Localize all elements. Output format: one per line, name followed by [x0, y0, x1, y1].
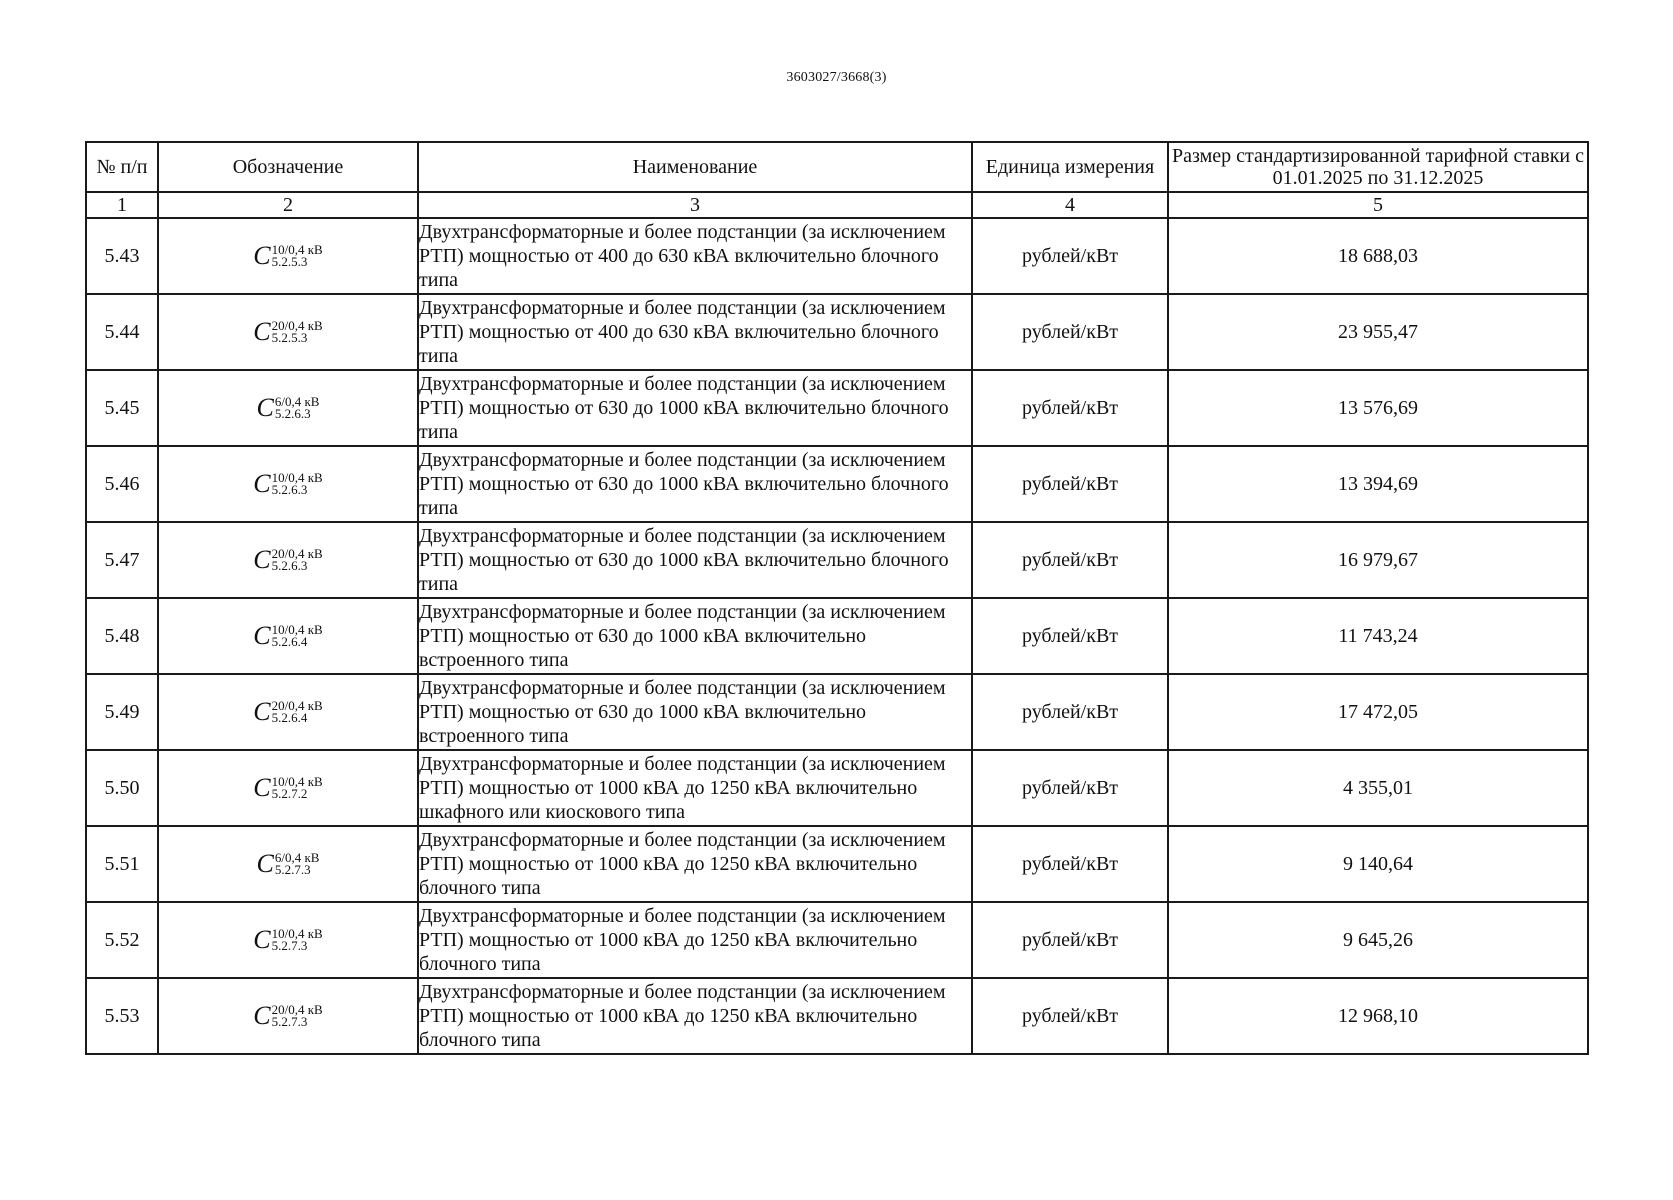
symbol-subscript: 5.2.7.2	[271, 786, 308, 801]
symbol-subscript: 5.2.6.3	[271, 558, 308, 573]
unit-cell: рублей/кВт	[972, 294, 1168, 370]
tariff-symbol	[253, 621, 322, 651]
designation-cell	[158, 598, 418, 674]
item-name: Двухтрансформаторные и более подстанции (за исключением РТП) мощностью от 400 до 630 кВА включительно блочного типа	[418, 218, 972, 294]
column-number: 4	[972, 192, 1168, 218]
symbol-letter: C	[253, 1001, 271, 1030]
header-unit: Единица измерения	[972, 142, 1168, 192]
unit-cell: рублей/кВт	[972, 978, 1168, 1054]
table-row	[86, 902, 1588, 978]
tariff-symbol	[257, 849, 320, 879]
unit-cell: рублей/кВт	[972, 902, 1168, 978]
row-number: 5.51	[86, 826, 158, 902]
rate-value: 12 968,10	[1168, 978, 1588, 1054]
row-number: 5.46	[86, 446, 158, 522]
row-number: 5.44	[86, 294, 158, 370]
column-number: 5	[1168, 192, 1588, 218]
table-row	[86, 218, 1588, 294]
unit-cell: рублей/кВт	[972, 446, 1168, 522]
symbol-letter: C	[253, 773, 271, 802]
symbol-subscript: 5.2.7.3	[271, 938, 308, 953]
symbol-subscript: 5.2.6.4	[271, 634, 308, 649]
tariff-symbol	[253, 925, 322, 955]
designation-cell	[158, 674, 418, 750]
column-number-row	[86, 192, 1588, 218]
symbol-subscript: 5.2.7.3	[271, 1014, 308, 1029]
tariff-table	[85, 141, 1589, 1055]
item-name: Двухтрансформаторные и более подстанции (за исключением РТП) мощностью от 1000 кВА до 1250 кВА включительно блочного типа	[418, 826, 972, 902]
table-row	[86, 446, 1588, 522]
table-row	[86, 826, 1588, 902]
item-name: Двухтрансформаторные и более подстанции (за исключением РТП) мощностью от 630 до 1000 кВА включительно блочного типа	[418, 522, 972, 598]
table-row	[86, 674, 1588, 750]
table-body	[86, 218, 1588, 1054]
symbol-letter: C	[253, 241, 271, 270]
item-name: Двухтрансформаторные и более подстанции (за исключением РТП) мощностью от 630 до 1000 кВА включительно встроенного типа	[418, 674, 972, 750]
unit-cell: рублей/кВт	[972, 598, 1168, 674]
symbol-superscript: 10/0,4 кВ	[271, 774, 323, 789]
designation-cell	[158, 522, 418, 598]
item-name: Двухтрансформаторные и более подстанции (за исключением РТП) мощностью от 630 до 1000 кВА включительно встроенного типа	[418, 598, 972, 674]
designation-cell	[158, 826, 418, 902]
symbol-letter: C	[253, 317, 271, 346]
column-number: 2	[158, 192, 418, 218]
symbol-letter: C	[253, 621, 271, 650]
designation-cell	[158, 902, 418, 978]
symbol-subscript: 5.2.6.3	[271, 482, 308, 497]
unit-cell: рублей/кВт	[972, 522, 1168, 598]
tariff-symbol	[253, 697, 322, 727]
table-row	[86, 294, 1588, 370]
header-designation: Обозначение	[158, 142, 418, 192]
symbol-letter: C	[253, 697, 271, 726]
rate-value: 13 576,69	[1168, 370, 1588, 446]
row-number: 5.49	[86, 674, 158, 750]
unit-cell: рублей/кВт	[972, 750, 1168, 826]
tariff-symbol	[257, 393, 320, 423]
symbol-subscript: 5.2.6.4	[271, 710, 308, 725]
column-number: 1	[86, 192, 158, 218]
symbol-superscript: 20/0,4 кВ	[271, 318, 323, 333]
rate-value: 13 394,69	[1168, 446, 1588, 522]
designation-cell	[158, 218, 418, 294]
symbol-superscript: 20/0,4 кВ	[271, 1002, 323, 1017]
unit-cell: рублей/кВт	[972, 370, 1168, 446]
row-number: 5.53	[86, 978, 158, 1054]
tariff-symbol	[253, 1001, 322, 1031]
symbol-letter: C	[256, 393, 274, 422]
rate-value: 4 355,01	[1168, 750, 1588, 826]
tariff-symbol	[253, 317, 322, 347]
designation-cell	[158, 294, 418, 370]
rate-value: 9 645,26	[1168, 902, 1588, 978]
symbol-superscript: 6/0,4 кВ	[274, 850, 320, 865]
symbol-superscript: 10/0,4 кВ	[271, 926, 323, 941]
table-row	[86, 598, 1588, 674]
item-name: Двухтрансформаторные и более подстанции (за исключением РТП) мощностью от 1000 кВА до 1250 кВА включительно блочного типа	[418, 978, 972, 1054]
row-number: 5.43	[86, 218, 158, 294]
symbol-subscript: 5.2.5.3	[271, 254, 308, 269]
table-row	[86, 522, 1588, 598]
symbol-letter: C	[256, 849, 274, 878]
item-name: Двухтрансформаторные и более подстанции (за исключением РТП) мощностью от 630 до 1000 кВА включительно блочного типа	[418, 446, 972, 522]
symbol-letter: C	[253, 545, 271, 574]
item-name: Двухтрансформаторные и более подстанции (за исключением РТП) мощностью от 1000 кВА до 1250 кВА включительно шкафного или киоскового типа	[418, 750, 972, 826]
item-name: Двухтрансформаторные и более подстанции (за исключением РТП) мощностью от 1000 кВА до 1250 кВА включительно блочного типа	[418, 902, 972, 978]
symbol-superscript: 10/0,4 кВ	[271, 622, 323, 637]
symbol-superscript: 20/0,4 кВ	[271, 698, 323, 713]
row-number: 5.48	[86, 598, 158, 674]
table-row	[86, 370, 1588, 446]
symbol-letter: C	[253, 925, 271, 954]
symbol-subscript: 5.2.7.3	[274, 862, 311, 877]
table-header-row	[86, 142, 1588, 192]
unit-cell: рублей/кВт	[972, 674, 1168, 750]
table-row	[86, 750, 1588, 826]
row-number: 5.47	[86, 522, 158, 598]
designation-cell	[158, 446, 418, 522]
tariff-symbol	[253, 469, 322, 499]
symbol-subscript: 5.2.5.3	[271, 330, 308, 345]
header-rate: Размер стандартизированной тарифной ставки с 01.01.2025 по 31.12.2025	[1168, 142, 1588, 192]
symbol-superscript: 10/0,4 кВ	[271, 470, 323, 485]
table-row	[86, 978, 1588, 1054]
rate-value: 11 743,24	[1168, 598, 1588, 674]
rate-value: 16 979,67	[1168, 522, 1588, 598]
row-number: 5.50	[86, 750, 158, 826]
row-number: 5.45	[86, 370, 158, 446]
tariff-symbol	[253, 773, 322, 803]
symbol-letter: C	[253, 469, 271, 498]
unit-cell: рублей/кВт	[972, 218, 1168, 294]
tariff-symbol	[253, 241, 322, 271]
symbol-superscript: 6/0,4 кВ	[274, 394, 320, 409]
column-number: 3	[418, 192, 972, 218]
rate-value: 17 472,05	[1168, 674, 1588, 750]
header-row-number: № п/п	[86, 142, 158, 192]
symbol-superscript: 10/0,4 кВ	[271, 242, 323, 257]
unit-cell: рублей/кВт	[972, 826, 1168, 902]
symbol-subscript: 5.2.6.3	[274, 406, 311, 421]
tariff-symbol	[253, 545, 322, 575]
designation-cell	[158, 978, 418, 1054]
document-number: 3603027/3668(3)	[786, 70, 887, 85]
rate-value: 23 955,47	[1168, 294, 1588, 370]
designation-cell	[158, 750, 418, 826]
designation-cell	[158, 370, 418, 446]
symbol-superscript: 20/0,4 кВ	[271, 546, 323, 561]
rate-value: 18 688,03	[1168, 218, 1588, 294]
row-number: 5.52	[86, 902, 158, 978]
header-name: Наименование	[418, 142, 972, 192]
rate-value: 9 140,64	[1168, 826, 1588, 902]
item-name: Двухтрансформаторные и более подстанции (за исключением РТП) мощностью от 400 до 630 кВА включительно блочного типа	[418, 294, 972, 370]
item-name: Двухтрансформаторные и более подстанции (за исключением РТП) мощностью от 630 до 1000 кВА включительно блочного типа	[418, 370, 972, 446]
